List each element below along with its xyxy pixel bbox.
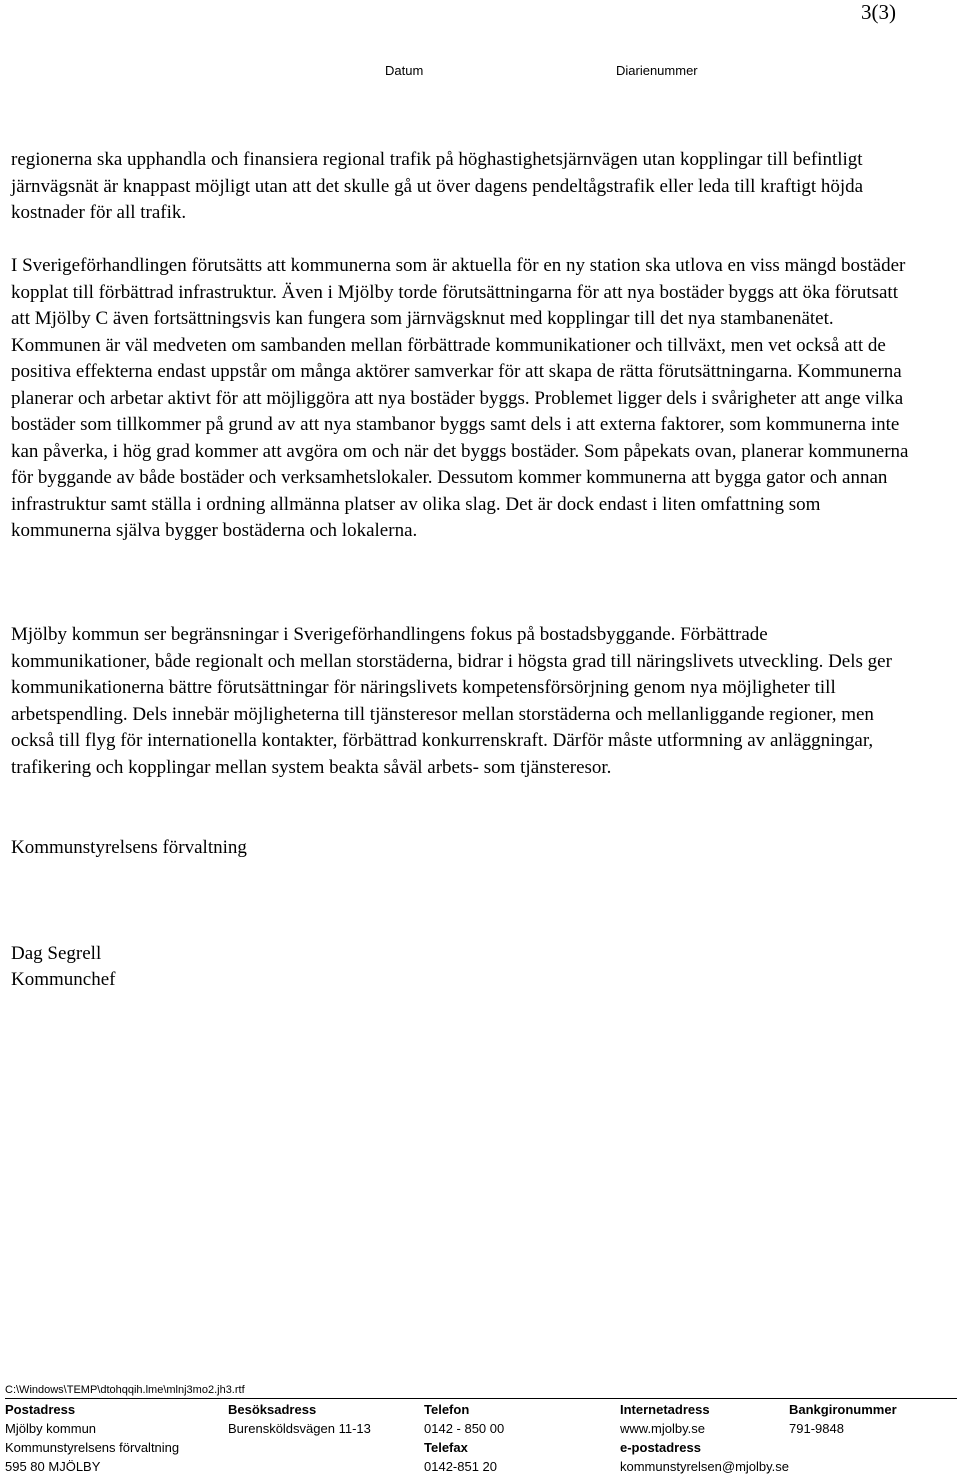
body-paragraph-2: I Sverigeförhandlingen förutsätts att kommunerna som är aktuella för en ny station ska utlova en viss mängd bostäder kopplat till förbättrad infrastruktur. Även i Mjölby torde förutsättningarna för att nya bostäder byggs att öka förutsatt att Mjölby C även fortsättningsvis kan fungera som järnvägsknut med kopplingar till det nya stambanenätet. Kommunen är väl medveten om sambanden mellan förbättrade kommunikationer och tillväxt, men vet också att de positiva effekterna endast uppstår om många aktörer samverkar för att skapa de rätta förutsättningarna. Kommunerna planerar och arbetar aktivt för att möjliggöra att nya bostäder byggs. Problemet ligger dels i svårigheter att ange vilka bostäder som tillkommer på grund av att nya stambanor byggs samt dels i att externa faktorer, som kommunerna inte kan påverka, i hög grad kommer att avgöra om och när det byggs bostäder. Som påpekats ovan, planerar kommunerna för byggande av både bostäder och verksamhetslokaler. Dessutom kommer kommunerna att bygga gator och annan infrastruktur samt ställa i ordning allmänna platser av olika slag. Det är dock endast i liten omfattning som kommunerna själva bygger bostäderna och lokalerna. <box>11 255 909 541</box>
postadress-line-1: Mjölby kommun <box>5 1421 97 1436</box>
footer <box>0 1402 960 1478</box>
postadress-label: Postadress <box>5 1402 76 1417</box>
epostadress-link[interactable]: kommunstyrelsen@mjolby.se <box>620 1459 790 1474</box>
internetadress-link[interactable]: www.mjolby.se <box>620 1421 706 1436</box>
internetadress-label: Internetadress <box>620 1402 710 1417</box>
postadress-line-3: 595 80 MJÖLBY <box>5 1459 101 1474</box>
body-paragraph-3: Mjölby kommun ser begränsningar i Sverigeförhandlingens fokus på bostadsbyggande. Förbättrade kommunikationer, både regionalt och mellan storstäderna, bidrar i högsta grad till näringslivets utveckling. Dels ger kommunikationerna bättre förutsättningar för näringslivets kompetensförsörjning genom nya möjligheter till arbetspendling. Dels innebär möjligheterna till tjänsteresor mellan storstäderna och mellanliggande regioner, men också till flyg för internationella kontakter, förbättrad konkurrenskraft. Därför måste utformning av anläggningar, trafikering och kopplingar mellan system beakta såväl arbets- som tjänsteresor. <box>11 624 892 778</box>
signature-name: Dag Segrell <box>11 943 102 964</box>
signature-organization: Kommunstyrelsens förvaltning <box>11 837 247 858</box>
datum-label: Datum <box>385 63 424 78</box>
besoksadress-label: Besöksadress <box>228 1402 317 1417</box>
telefon-label: Telefon <box>424 1402 470 1417</box>
postadress-line-2: Kommunstyrelsens förvaltning <box>5 1440 180 1455</box>
telefax-label: Telefax <box>424 1440 468 1455</box>
besoksadress-value: Burensköldsvägen 11-13 <box>228 1421 371 1436</box>
epostadress-label: e-postadress <box>620 1440 701 1455</box>
bankgironummer-label: Bankgironummer <box>789 1402 897 1417</box>
telefon-value: 0142 - 850 00 <box>424 1421 505 1436</box>
telefax-value: 0142-851 20 <box>424 1459 498 1474</box>
signature-title: Kommunchef <box>11 969 116 990</box>
footer-divider <box>5 1398 957 1399</box>
body-paragraph-1: regionerna ska upphandla och finansiera regional trafik på höghastighetsjärnvägen utan kopplingar till befintligt järnvägsnät är knappast möjligt utan att det skulle gå ut över dagens pendeltågstrafik eller leda till kraftigt höjda kostnader för all trafik. <box>11 149 864 223</box>
file-path: C:\Windows\TEMP\dtohqqih.lme\mlnj3mo2.jh3.rtf <box>5 1384 245 1396</box>
page-number: 3(3) <box>861 0 896 24</box>
bankgironummer-value: 791-9848 <box>789 1421 844 1436</box>
diarienummer-label: Diarienummer <box>616 63 698 78</box>
